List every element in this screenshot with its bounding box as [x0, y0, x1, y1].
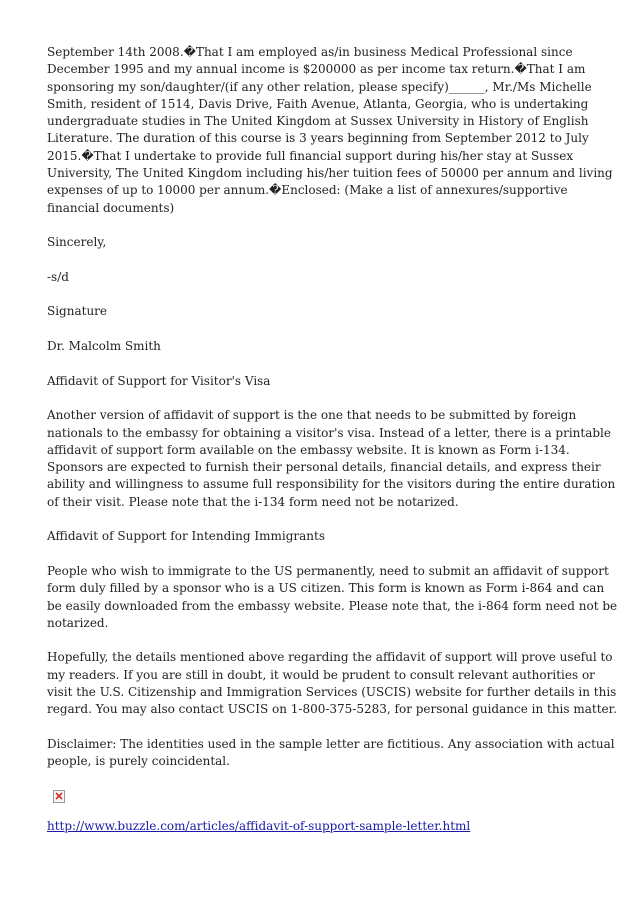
conclusion-paragraph: Hopefully, the details mentioned above regarding the affidavit of support will prove useful to my readers. If you are still in doubt, it would be prudent to consult relevant authorities or visit the U.S. Citizenship and Immigration Services (USCIS) website for further details in this regard. You may also contact USCIS on 1-800-375-5283, for personal guidance in this matter. [47, 650, 617, 717]
signature-label: Signature [47, 304, 108, 319]
visitor-visa-paragraph: Another version of affidavit of support is the one that needs to be submitted by foreign nationals to the embassy for obtaining a visitor's visa. Instead of a letter, there is a printable affidavit of support form available on the embassy website. It is known as Form i-134. Sponsors are expected to furnish their personal details, financial details, and express their ability and willingness to assume full responsibility for the visitors during the entire duration of their visit. Please note that the i-134 form need not be notarized. [47, 408, 616, 509]
source-url-link[interactable]: http://www.buzzle.com/articles/affidavit-of-support-sample-letter.html [47, 819, 471, 834]
closing-sincerely: Sincerely, [47, 235, 107, 250]
signed-mark: -s/d [47, 269, 69, 284]
visitor-visa-heading: Affidavit of Support for Visitor's Visa [47, 373, 271, 388]
intending-immigrants-paragraph: People who wish to immigrate to the US permanently, need to submit an affidavit of support form duly filled by a sponsor who is a US citizen. This form is known as Form i-864 and can be easily downloaded from the embassy website. Please note that, the i-864 form need not be notarized. [47, 563, 618, 630]
intending-immigrants-heading: Affidavit of Support for Intending Immigrants [47, 529, 325, 544]
broken-image-x-mark [55, 792, 63, 800]
signer-name: Dr. Malcolm Smith [47, 339, 161, 354]
disclaimer-paragraph: Disclaimer: The identities used in the sample letter are fictitious. Any association with actual people, is purely coincidental. [47, 736, 615, 769]
letter-body-paragraph: September 14th 2008.�That I am employed as/in business Medical Professional since December 1995 and my annual income is $200000 as per income tax return.�That I am sponsoring my son/daughter/(if any other relation, please specify)______, Mr./Ms Michelle Smith, resident of 1514, Davis Drive, Faith Avenue, Atlanta, Georgia, who is undertaking undergraduate studies in The United Kingdom at Sussex University in History of English Literature. The duration of this course is 3 years beginning from September 2012 to July 2015.�That I undertake to provide full financial support during his/her stay at Sussex University, The United Kingdom including his/her tuition fees of 50000 per annum and living expenses of up to 10000 per annum.�Enclosed: (Make a list of annexures/supportive financial documents) [47, 45, 613, 215]
broken-image-icon [53, 790, 65, 803]
document-page [47, 44, 619, 835]
